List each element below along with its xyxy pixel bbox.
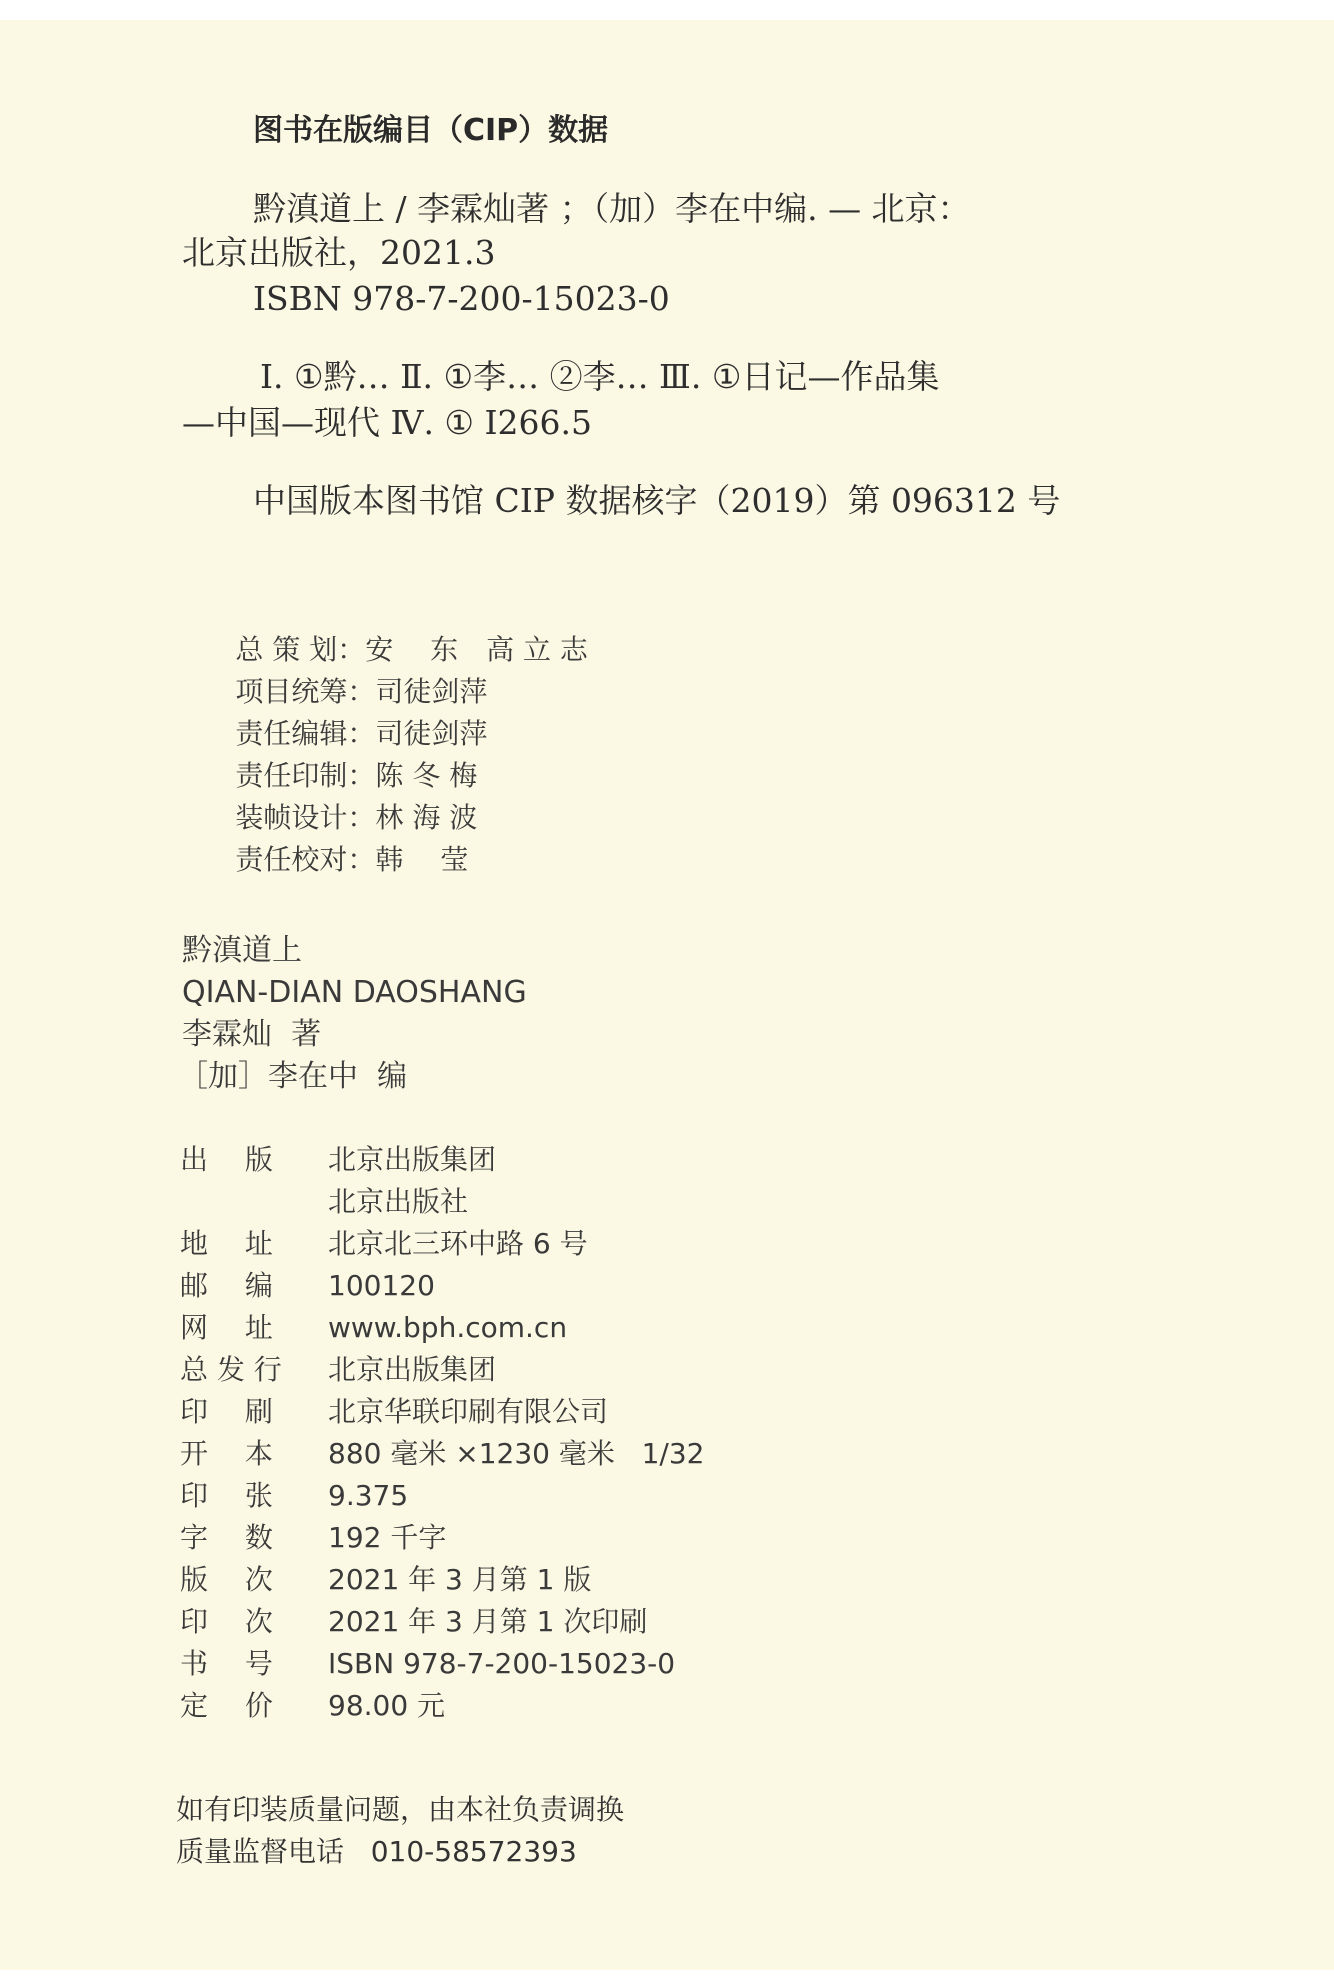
pub-value: 北京北三环中路 6 号	[328, 1227, 588, 1260]
pub-label: 书 号	[180, 1647, 273, 1680]
pub-label: 网 址	[180, 1311, 273, 1344]
staff-label: 责任印制：	[235, 759, 376, 792]
staff-value: 司徒剑萍	[375, 675, 488, 708]
pub-row	[180, 1353, 497, 1386]
pub-row	[180, 1563, 592, 1596]
pub-value: 9.375	[328, 1479, 409, 1512]
cip-line-5: —中国—现代 Ⅳ. ① I266.5	[182, 403, 593, 442]
pub-row	[180, 1437, 705, 1470]
staff-label: 项目统筹：	[235, 675, 376, 708]
staff-label: 总 策 划：	[235, 633, 366, 666]
pub-value: 880 毫米 ×1230 毫米 1/32	[328, 1437, 705, 1470]
pub-label: 邮 编	[180, 1269, 273, 1302]
pub-row	[180, 1647, 676, 1680]
pub-row	[180, 1269, 435, 1302]
pub-label: 出 版	[180, 1143, 273, 1176]
pub-row	[180, 1479, 409, 1512]
cip-line-6: 中国版本图书馆 CIP 数据核字（2019）第 096312 号	[253, 481, 1061, 520]
cip-line-2: 北京出版社，2021.3	[182, 233, 496, 272]
pub-value: 2021 年 3 月第 1 次印刷	[328, 1605, 648, 1638]
cip-line-3: ISBN 978-7-200-15023-0	[253, 279, 670, 318]
pub-row	[180, 1689, 446, 1722]
staff-value: 陈 冬 梅	[375, 759, 478, 792]
book-pinyin: QIAN-DIAN DAOSHANG	[182, 975, 527, 1010]
pub-value: 192 千字	[328, 1521, 447, 1554]
pub-label: 总 发 行	[180, 1353, 282, 1386]
pub-value: 北京出版社	[328, 1185, 469, 1218]
pub-label: 版 次	[180, 1563, 273, 1596]
pub-label: 字 数	[180, 1521, 273, 1554]
pub-row	[180, 1395, 609, 1428]
pub-row	[180, 1143, 497, 1176]
quality-notice: 如有印装质量问题，由本社负责调换	[176, 1793, 625, 1826]
cip-line-1: 黔滇道上 / 李霖灿著 ；（加）李在中编. — 北京：	[253, 189, 971, 228]
staff-value: 安 东 高 立 志	[365, 633, 588, 666]
staff-value: 林 海 波	[375, 801, 478, 834]
pub-value: 北京华联印刷有限公司	[328, 1395, 609, 1428]
book-author: 李霖灿 著	[182, 1017, 322, 1052]
pub-value: 98.00 元	[328, 1689, 446, 1722]
staff-value: 司徒剑萍	[375, 717, 488, 750]
pub-row	[180, 1185, 469, 1218]
cip-heading: 图书在版编目（CIP）数据	[253, 113, 609, 148]
pub-value: 100120	[328, 1269, 435, 1302]
cip-line-4: Ⅰ. ①黔… Ⅱ. ①李… ②李… Ⅲ. ①日记—作品集	[260, 357, 940, 396]
pub-value: 2021 年 3 月第 1 版	[328, 1563, 592, 1596]
pub-label: 地 址	[180, 1227, 273, 1260]
staff-value: 韩 莹	[375, 843, 469, 876]
book-editor: ［加］李在中 编	[178, 1059, 408, 1094]
pub-label: 印 次	[180, 1605, 273, 1638]
staff-label: 责任编辑：	[235, 717, 376, 750]
pub-value: ISBN 978-7-200-15023-0	[328, 1647, 676, 1680]
pub-label: 开 本	[180, 1437, 273, 1470]
staff-row	[182, 818, 468, 902]
copyright-page	[0, 20, 1334, 1970]
pub-value: www.bph.com.cn	[328, 1311, 568, 1344]
staff-label: 装帧设计：	[235, 801, 376, 834]
pub-label: 定 价	[180, 1689, 273, 1722]
pub-row	[180, 1311, 568, 1344]
pub-label: 印 刷	[180, 1395, 273, 1428]
pub-row	[180, 1521, 447, 1554]
book-title: 黔滇道上	[182, 933, 302, 968]
pub-row	[180, 1605, 648, 1638]
pub-value: 北京出版集团	[328, 1353, 497, 1386]
staff-label: 责任校对：	[235, 843, 376, 876]
quality-hotline: 质量监督电话 010-58572393	[176, 1835, 577, 1868]
pub-label: 印 张	[180, 1479, 273, 1512]
pub-value: 北京出版集团	[328, 1143, 497, 1176]
pub-row	[180, 1227, 588, 1260]
